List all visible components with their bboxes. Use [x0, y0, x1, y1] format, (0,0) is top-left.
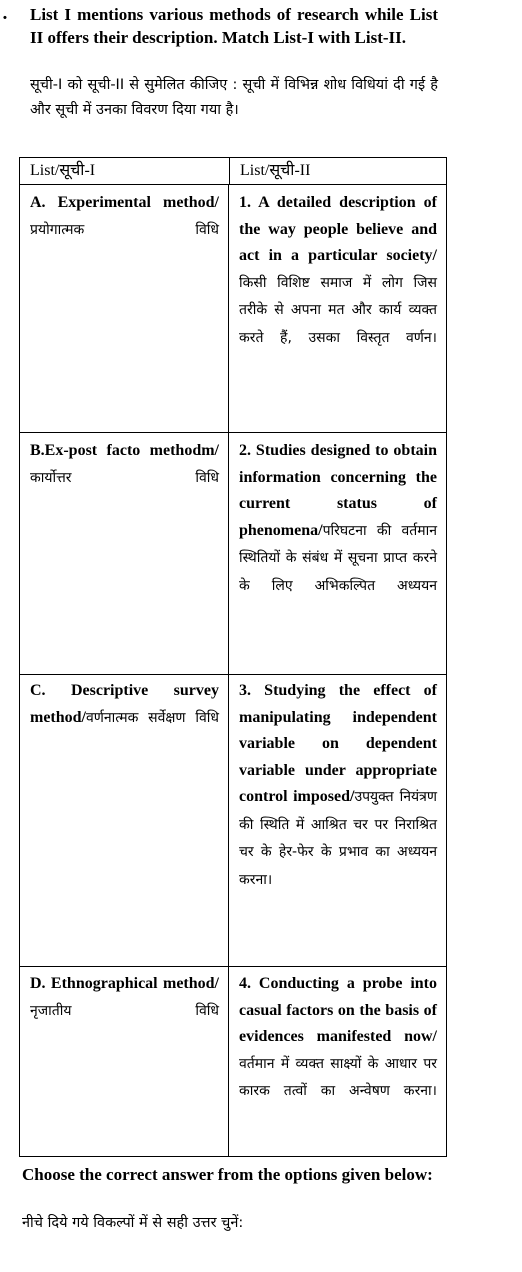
list-1-item-b-en: B.Ex-post facto methodm/ [30, 442, 219, 459]
list-2-item-3-hi: उपयुक्त नियंत्रण की स्थिति में आश्रित चर पर निराश्रित चर के हेर-फेर के प्रभाव का अध्ययन करना। [239, 789, 437, 888]
list-2-item-2-hi: परिघटना की वर्तमान स्थितियों के संबंध में सूचना प्राप्त करने के लिए अभिकल्पित अध्ययन [239, 522, 437, 594]
table-row [19, 185, 447, 432]
list-2-cell-1 [228, 185, 447, 432]
list-1-item-c-hi: वर्णनात्मक सर्वेक्षण विधि [86, 709, 219, 726]
list-2-cell-2 [228, 433, 447, 674]
list-1-item-a-hi: प्रयोगात्मक विधि [30, 221, 219, 238]
list-2-cell-3 [228, 673, 447, 966]
list-2-item-4-en: 4. Conducting a probe into casual factors on the basis of evidences manifested now/ [239, 975, 437, 1045]
list-1-cell-c [19, 673, 229, 966]
column-header-list-1: List/सूची-I [30, 162, 96, 179]
list-2-item-4-hi: वर्तमान में व्यक्त साक्ष्यों के आधार पर कारक तत्वों का अन्वेषण करना। [239, 1055, 437, 1099]
instruction-text-hindi: नीचे दिये गये विकल्पों में से सही उत्तर चुनें: [22, 1215, 244, 1231]
list-2-item-1-en: 1. A detailed description of the way people believe and act in a particular society/ [239, 194, 437, 264]
column-header-list-2: List/सूची-II [240, 162, 311, 179]
question-number: . [2, 4, 8, 24]
instruction-text-english: Choose the correct answer from the options given below: [22, 1165, 433, 1184]
list-2-item-2-en: 2. Studies designed to obtain information concerning the current status of phenomena/ [239, 442, 437, 539]
table-header-row [19, 157, 447, 185]
table-row [19, 432, 447, 675]
list-2-item-3-en: 3. Studying the effect of manipulating independent variable on dependent variable under appropriate control imposed/ [239, 682, 437, 805]
list-1-item-d-en: D. Ethnographical method/ [30, 975, 219, 992]
table-row [19, 966, 447, 1157]
list-2-item-1-hi: किसी विशिष्ट समाज में लोग जिस तरीके से अपना मत और कार्य व्यक्त करते हैं, उसका विस्तृत वर्णन। [239, 274, 437, 346]
question-text-english: List I mentions various methods of research while List II offers their description. Match List-I with List-II. [30, 5, 438, 47]
table-row [19, 673, 447, 967]
list-1-item-c-en: C. Descriptive survey method/ [30, 682, 219, 726]
list-1-cell-b [19, 433, 229, 674]
list-1-item-b-hi: कार्योत्तर विधि [30, 469, 219, 486]
question-text-hindi: सूची-I को सूची-II से सुमेलित कीजिए : सूची में विभिन्न शोध विधियां दी गई है और सूची में उनका विवरण दिया गया है। [30, 77, 438, 118]
list-1-item-a-en: A. Experimental method/ [30, 194, 219, 211]
list-1-item-d-hi: नृजातीय विधि [30, 1002, 219, 1019]
list-1-cell-d [19, 966, 229, 1156]
list-2-cell-4 [228, 966, 447, 1156]
list-1-cell-a [19, 185, 229, 432]
